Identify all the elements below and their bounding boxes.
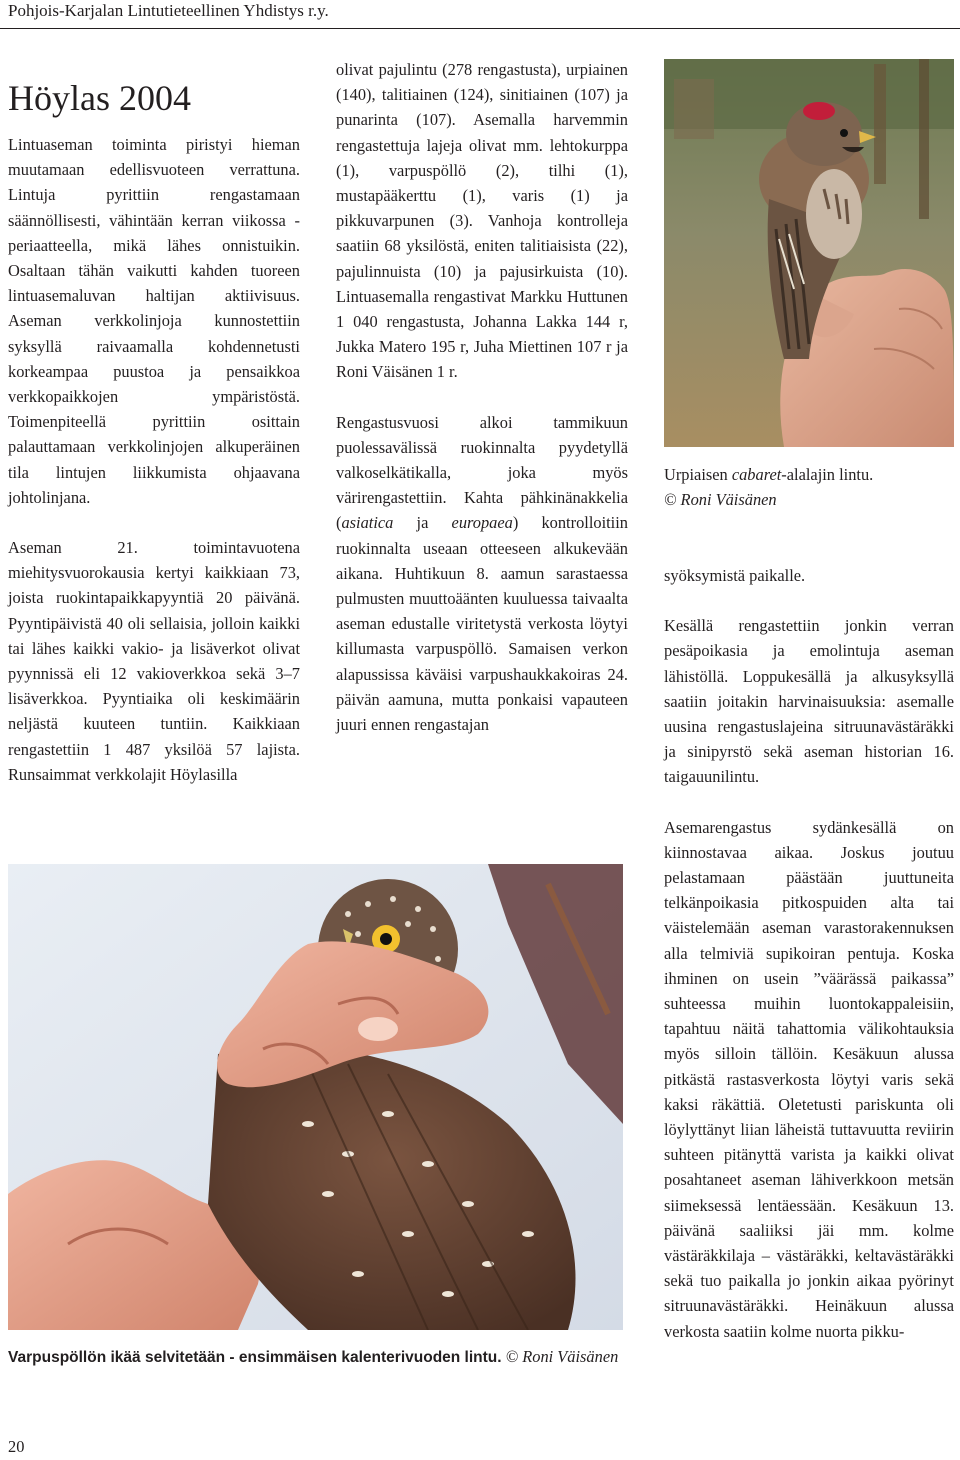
col3-paragraph-2: Kesällä rengastettiin jonkin verran pesäpoikasia ja emolintuja aseman lähistöllä. Loppukesällä ja alkusyksyllä saatiin joitakin harvinaisuuksia: asemalle uusina rengastuslajeina sitruunavästäräkki ja sinipyrstö sekä aseman historian 16. taigauunilintu. — [664, 616, 954, 787]
redpoll-photo — [664, 59, 954, 447]
col2-p2-text-b: ja — [393, 513, 452, 533]
owl-caption-text: Varpuspöllön ikää selvitetään - ensimmäisen kalenterivuoden lintu. — [8, 1349, 502, 1366]
header-rule — [0, 28, 960, 29]
owl-caption — [8, 1344, 628, 1370]
header-organization: Pohjois-Karjalan Lintutieteellinen Yhdistys r.y. — [8, 1, 329, 20]
column-2 — [336, 57, 628, 762]
col2-paragraph-1: olivat pajulintu (278 rengastusta), urpiainen (140), talitiainen (124), sinitiainen (107) ja punarinta (107). Asemalla harvemmin rengastettuja lajeja olivat mm. lehtokurppa (1), varpuspöllö (2), tilhi (1), mustapääkerttu (1), varis (1) ja pikkuvarpunen (3). Vanhoja kontrolleja saatiin 68 yksilöstä, eniten talitiaisista (22), pajulinnuista (10) ja pajusirkuista (10). Lintuasemalla rengastivat Markku Huttunen 1 040 rengastusta, Johanna Lakka 144 r, Jukka Matero 195 r, Juha Miettinen 107 r ja Roni Väisänen 1 r. — [336, 60, 628, 382]
redpoll-caption-credit: © Roni Väisänen — [664, 490, 777, 510]
redpoll-illustration — [664, 59, 954, 447]
col2-paragraph-2 — [336, 410, 628, 738]
col2-p2-text-a: Rengastusvuosi alkoi tammikuun puolessavälissä ruokinnalta pyydetyllä valkoselkätikalla, joka myös värirengastettiin. Kahta pähkinänakkelia ( — [336, 412, 628, 533]
redpoll-caption — [664, 462, 956, 512]
redpoll-caption-text-a: Urpiaisen — [664, 465, 732, 484]
article-title: Höylas 2004 — [8, 78, 191, 119]
pygmy-owl-photo — [8, 864, 623, 1330]
owl-caption-credit: © Roni Väisänen — [505, 1347, 619, 1366]
col1-paragraph-2: Aseman 21. toimintavuotena miehitysvuorokausia kertyi kaikkiaan 73, joista ruokintapaikkapyyntiä 20 päivänä. Pyyntipäivistä 40 oli sellaisia, jolloin kaikki tai lähes kaikki vakio- ja lisäverkot olivat pyynnissä eli 12 vakioverkkoa sekä 3–7 lisäverkkoa. Pyyntiaika oli keskimäärin neljästä kuuteen tuntiin. Kaikkiaan rengastettiin 1 487 yksilöä 57 lajista. Runsaimmat verkkolajit Höylasilla — [8, 538, 300, 784]
col2-p2-italic-europaea: europaea — [451, 513, 513, 533]
col2-p2-text-c: ) kontrolloitiin ruokinnalta useaan otteeseen alkukevään aikana. Huhtikuun 8. aamun sarastaessa pulmusten muuttoäänten kuuluessa taivaalta aseman edustalle viritetystä verkosta löytyi killumasta varpuspöllö. Samaisen verkon alapussissa käväisi varpushaukkakoiras 24. päivän aamuna, mutta ponkaisi vapauteen juuri ennen rengastajan — [336, 513, 628, 735]
column-3 — [664, 563, 954, 1369]
col1-paragraph-1: Lintuaseman toiminta piristyi hieman muutamaan edellisvuoteen verrattuna. Lintuja pyrittiin rengastamaan säännöllisesti, vähintään kerran viikossa -periaatteella, mikä lähes onnistuikin. Osaltaan tähän vaikutti kahden tuoreen lintuasemaluvan haltijan aktiivisuus. Aseman verkkolinjoja kunnostettiin syksyllä raivaamalla kohdennetusti korkeampaa puustoa ja pensaikkoa verkkopaikkojen ympäristöstä. Toimenpiteellä pyrittiin osittain palauttamaan verkkolinjojen alkuperäinen tila lintujen liikkumista ohjaavana johtolinjana. — [8, 135, 300, 507]
page-number: 20 — [8, 1437, 25, 1456]
redpoll-caption-text-b: -alalajin lintu. — [781, 465, 874, 484]
col2-p2-italic-asiatica: asiatica — [341, 513, 394, 533]
pygmy-owl-illustration — [8, 864, 623, 1330]
column-1 — [8, 132, 300, 812]
redpoll-caption-italic: cabaret — [731, 465, 782, 484]
col3-paragraph-3: Asemarengastus sydänkesällä on kiinnostavaa aikaa. Joskus joutuu pelastamaan päästään juuttuneita telkänpoikasia pitkospuiden alta tai väistelemään aseman varastorakennuksen alla telmiviä supikoiran pentuja. Koska ihminen on usein ”väärässä paikassa” suhteessa muihin luontokappaleisiin, tapahtuu näitä tahattomia välikohtauksia myös silloin tällöin. Kesäkuun alussa pitkästä rastasverkosta löytyi varis sekä kaksi räkättiä. Oletetusti pariskunta oli löylyttänyt liian läheistä tuttavuutta reviirin suhteen pitänyttä varista ja kaikki olivat posahtaneet aseman lähiverkkoon metsän siimeksessä lentäessään. Kesäkuun 13. päivänä saaliiksi jäi mm. kolme västäräkkilaja – västäräkki, keltavästäräkki sekä tuo paikalla jo jonkin aikaa pyörinyt sitruunavästäräkki. Heinäkuun alussa verkosta saatiin kolme nuorta pikku- — [664, 817, 954, 1341]
col3-paragraph-1: syöksymistä paikalle. — [664, 566, 806, 585]
